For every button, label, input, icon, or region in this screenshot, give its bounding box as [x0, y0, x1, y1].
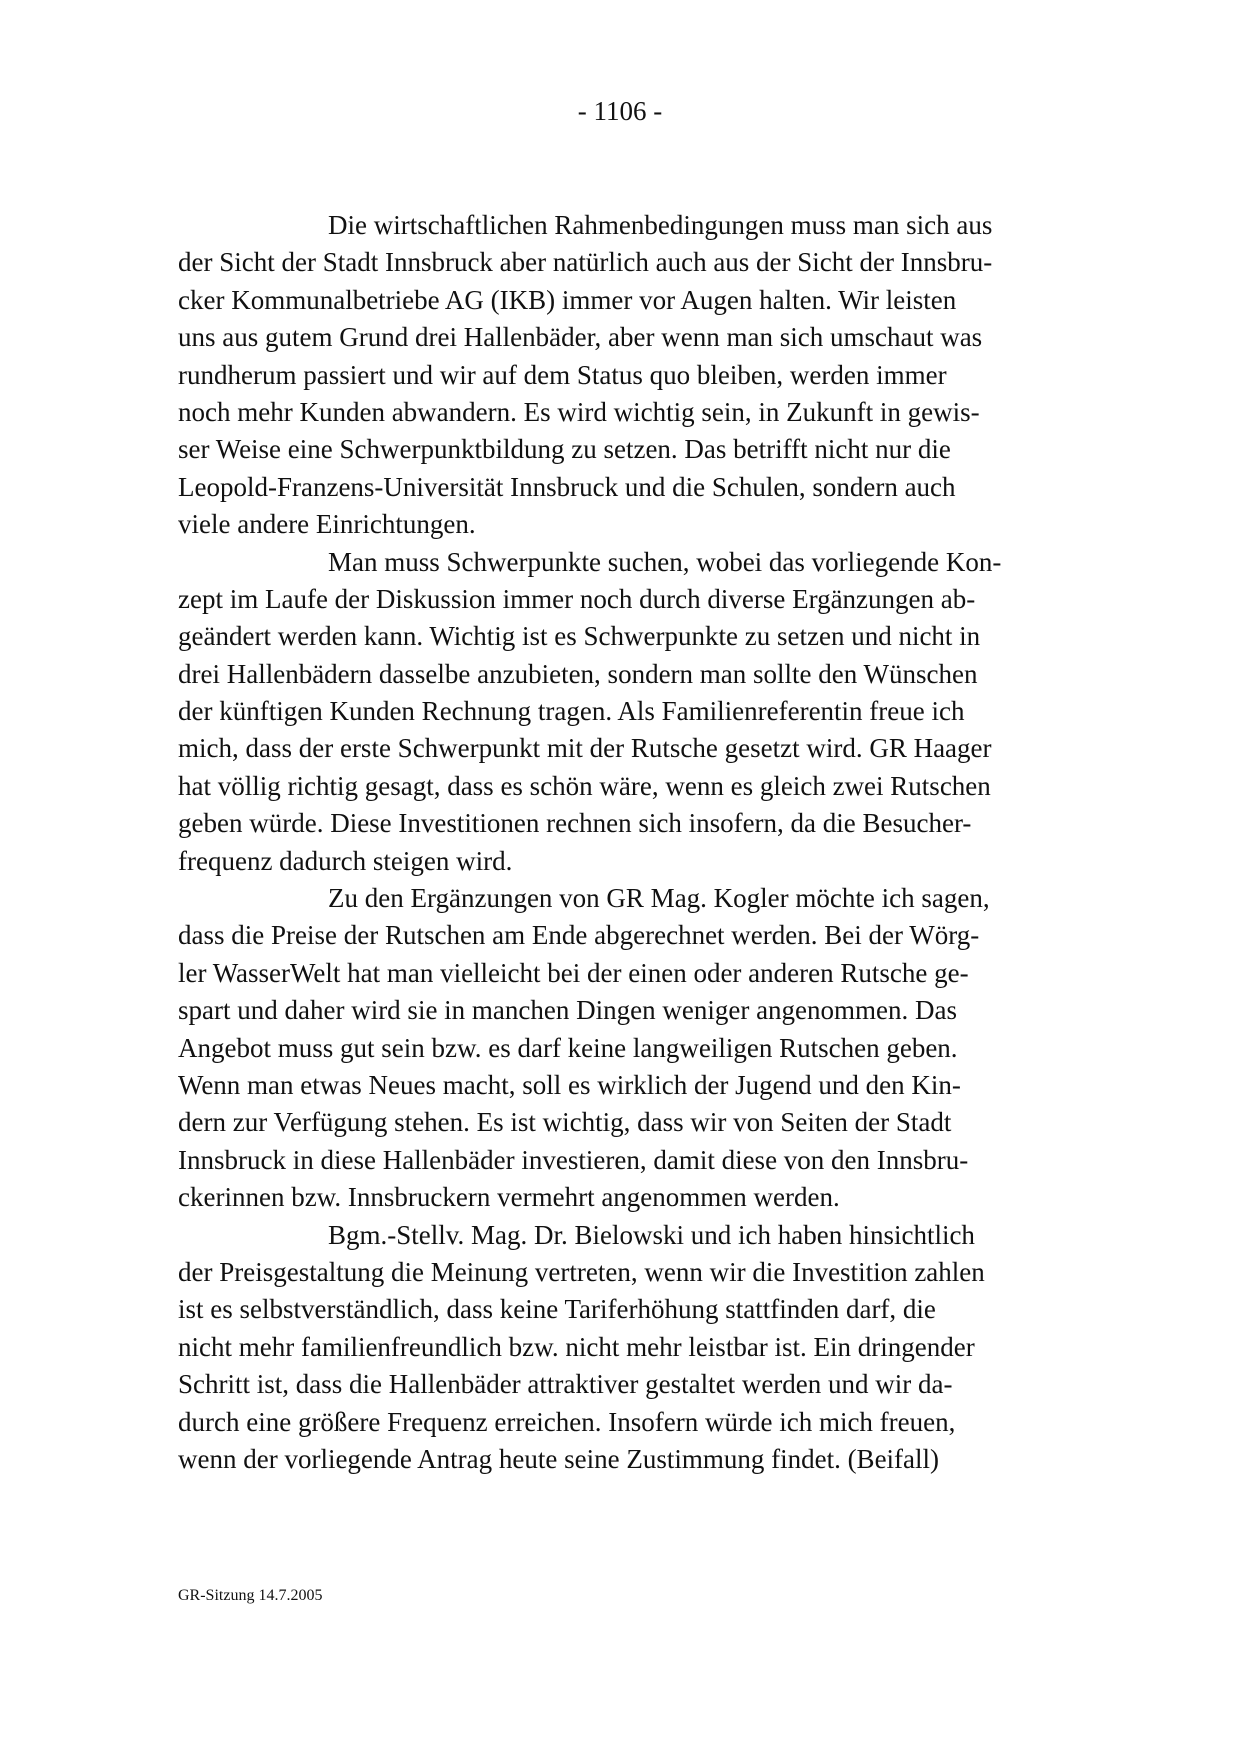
text-line: der Preisgestaltung die Meinung vertreten, wenn wir die Investition zahlen [178, 1256, 985, 1287]
text-line: frequenz dadurch steigen wird. [178, 845, 513, 876]
text-line: Schritt ist, dass die Hallenbäder attraktiver gestaltet werden und wir da- [178, 1369, 953, 1400]
text-line: Innsbruck in diese Hallenbäder investieren, damit diese von den Innsbru- [178, 1144, 969, 1175]
text-line: Wenn man etwas Neues macht, soll es wirklich der Jugend und den Kin- [178, 1069, 961, 1100]
text-line: ist es selbstverständlich, dass keine Tariferhöhung stattfinden darf, die [178, 1294, 936, 1325]
text-line: uns aus gutem Grund drei Hallenbäder, aber wenn man sich umschaut was [178, 322, 983, 353]
text-line: viele andere Einrichtungen. [178, 509, 476, 540]
text-line: drei Hallenbädern dasselbe anzubieten, sondern man sollte den Wünschen [178, 658, 978, 689]
text-line: der Sicht der Stadt Innsbruck aber natürlich auch aus der Sicht der Innsbru- [178, 247, 993, 278]
text-line: Die wirtschaftlichen Rahmenbedingungen muss man sich aus [328, 210, 993, 240]
text-line: dern zur Verfügung stehen. Es ist wichtig, dass wir von Seiten der Stadt [178, 1107, 952, 1138]
text-line: hat völlig richtig gesagt, dass es schön wäre, wenn es gleich zwei Rutschen [178, 770, 991, 801]
text-line: ler WasserWelt hat man vielleicht bei der einen oder anderen Rutsche ge- [178, 957, 969, 988]
text-line: geändert werden kann. Wichtig ist es Schwerpunkte zu setzen und nicht in [178, 621, 981, 652]
text-line: ser Weise eine Schwerpunktbildung zu setzen. Das betrifft nicht nur die [178, 434, 951, 465]
text-line: Man muss Schwerpunkte suchen, wobei das vorliegende Kon- [328, 546, 1002, 577]
text-line: spart und daher wird sie in manchen Dingen weniger angenommen. Das [178, 995, 958, 1026]
text-line: durch eine größere Frequenz erreichen. Insofern würde ich mich freuen, [178, 1406, 956, 1437]
page-number: - 1106 - [577, 96, 663, 126]
body-text [178, 207, 1078, 1478]
text-line: zept im Laufe der Diskussion immer noch durch diverse Ergänzungen ab- [178, 583, 976, 614]
text-line: cker Kommunalbetriebe AG (IKB) immer vor Augen halten. Wir leisten [178, 284, 957, 315]
text-line: der künftigen Kunden Rechnung tragen. Als Familienreferentin freue ich [178, 696, 965, 727]
text-line: Bgm.-Stellv. Mag. Dr. Bielowski und ich haben hinsichtlich [328, 1219, 975, 1250]
text-line: Zu den Ergänzungen von GR Mag. Kogler möchte ich sagen, [328, 883, 990, 914]
text-line: wenn der vorliegende Antrag heute seine Zustimmung findet. (Beifall) [178, 1443, 940, 1474]
footer-session: GR-Sitzung 14.7.2005 [178, 1587, 323, 1604]
text-line: Leopold-Franzens-Universität Innsbruck und die Schulen, sondern auch [178, 471, 956, 502]
text-line: dass die Preise der Rutschen am Ende abgerechnet werden. Bei der Wörg- [178, 920, 980, 951]
text-line: rundherum passiert und wir auf dem Status quo bleiben, werden immer [178, 359, 947, 390]
text-line: geben würde. Diese Investitionen rechnen sich insofern, da die Besucher- [178, 808, 972, 839]
text-line: ckerinnen bzw. Innsbruckern vermehrt angenommen werden. [178, 1182, 840, 1213]
text-line: Angebot muss gut sein bzw. es darf keine langweiligen Rutschen geben. [178, 1032, 958, 1063]
text-line: noch mehr Kunden abwandern. Es wird wichtig sein, in Zukunft in gewis- [178, 396, 980, 427]
text-line: nicht mehr familienfreundlich bzw. nicht mehr leistbar ist. Ein dringender [178, 1331, 975, 1362]
text-line: mich, dass der erste Schwerpunkt mit der Rutsche gesetzt wird. GR Haager [178, 733, 992, 764]
